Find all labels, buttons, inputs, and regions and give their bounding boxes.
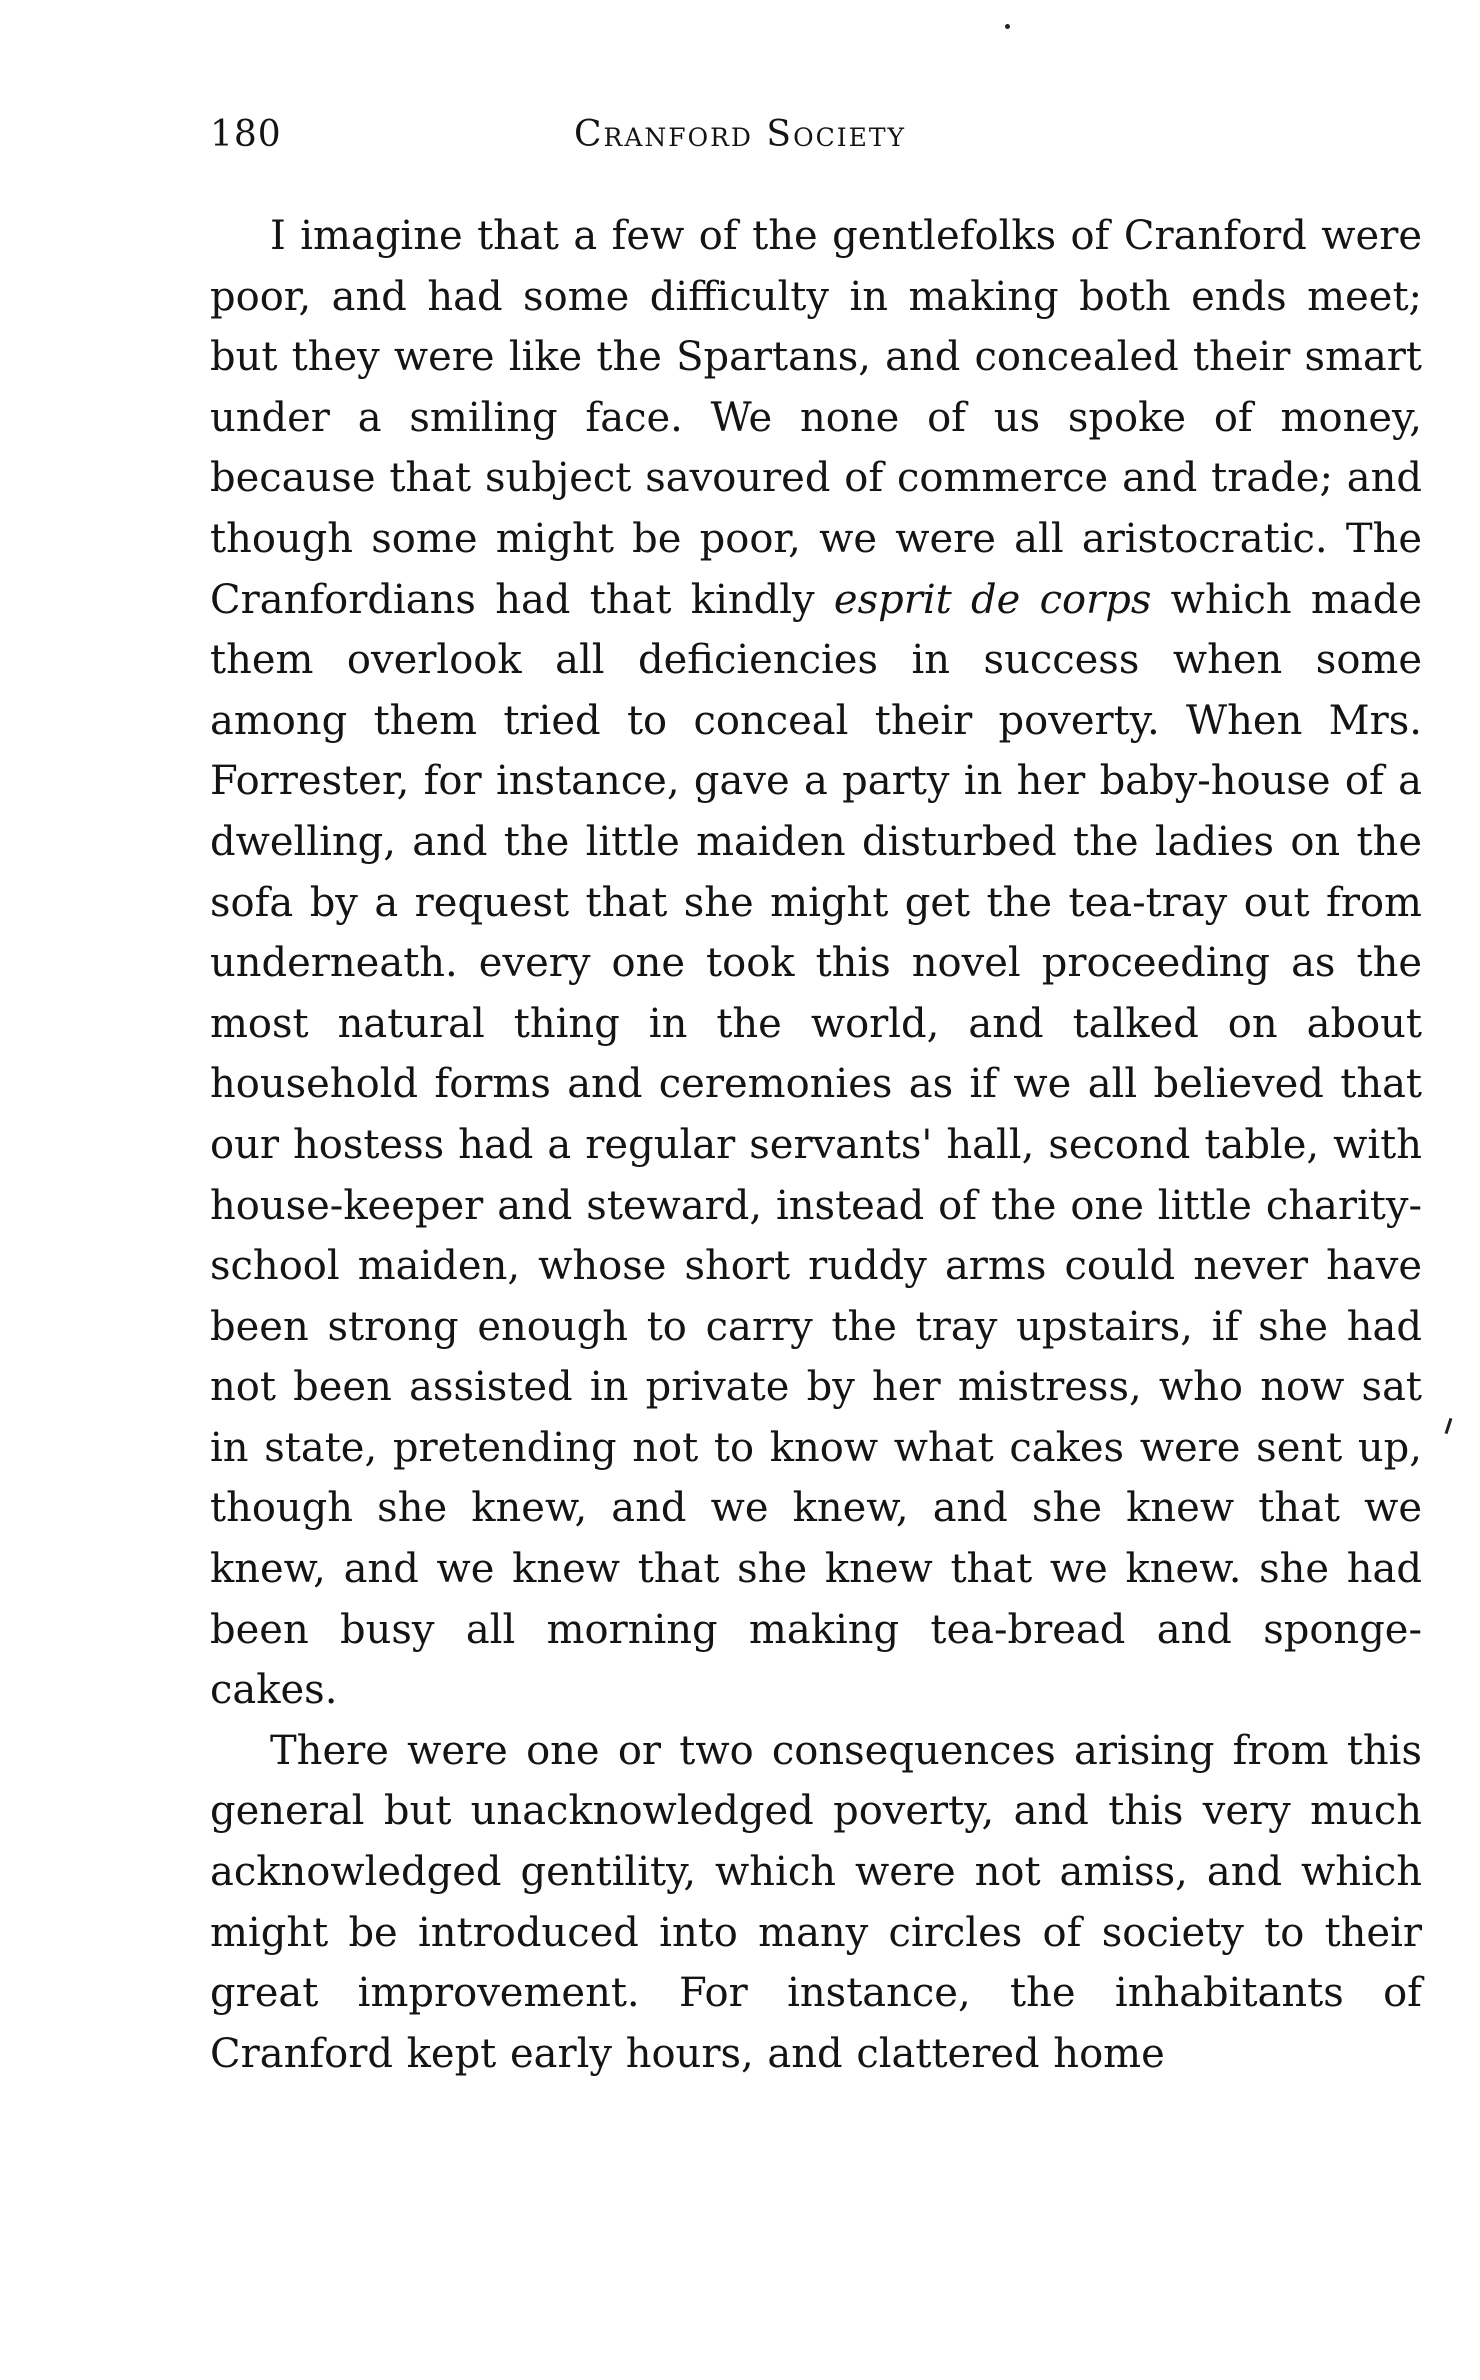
paragraph-1 [210,206,1422,1721]
paragraph-2: There were one or two consequences arising from this general but unacknowledged poverty, and this very much acknowledged gentility, which were not amiss, and which might be introduced into many circles of society to their great improvement. For instance, the inhabitants of Cranford kept early hours, and clattered home [210,1727,1422,2077]
margin-mark [1445,1418,1453,1434]
paragraph-1-text-start: I imagine that a few of the gentlefolks of Cranford were poor, and had some difficulty in making both ends meet; but they were like the Spartans, and concealed their smart under a smiling face. We none of us spoke of money, because that subject savoured of commerce and trade; and though some might be poor, we were all aristocratic. The Cranfordians had that kindly [210,213,1422,623]
paragraph-1-italic-phrase: esprit de corps [833,576,1152,623]
running-head: Cranford Society [573,114,907,155]
paragraph-1-text-end: which made them overlook all deficiencies in success when some among them tried to conceal their poverty. When Mrs. Forrester, for instance, gave a party in her baby-house of a dwelling, and the little maiden disturbed the ladies on the sofa by a request that she might get the tea-tray out from underneath. every one took this novel proceeding as the most natural thing in the world, and talked on about household forms and ceremonies as if we all believed that our hostess had a regular servants' hall, second table, with house-keeper and steward, instead of the one little charity-school maiden, whose short ruddy arms could never have been strong enough to carry the tray upstairs, if she had not been assisted in private by her mistress, who now sat in state, pretending not to know what cakes were sent up, though she knew, and we knew, and she knew that we knew, and we knew that she knew that we knew. she had been busy all morning making tea-bread and sponge-cakes. [210,576,1422,1714]
page-header [210,110,1270,160]
print-speck [1005,24,1010,29]
body-text [210,206,1422,2084]
page-number: 180 [210,114,282,155]
